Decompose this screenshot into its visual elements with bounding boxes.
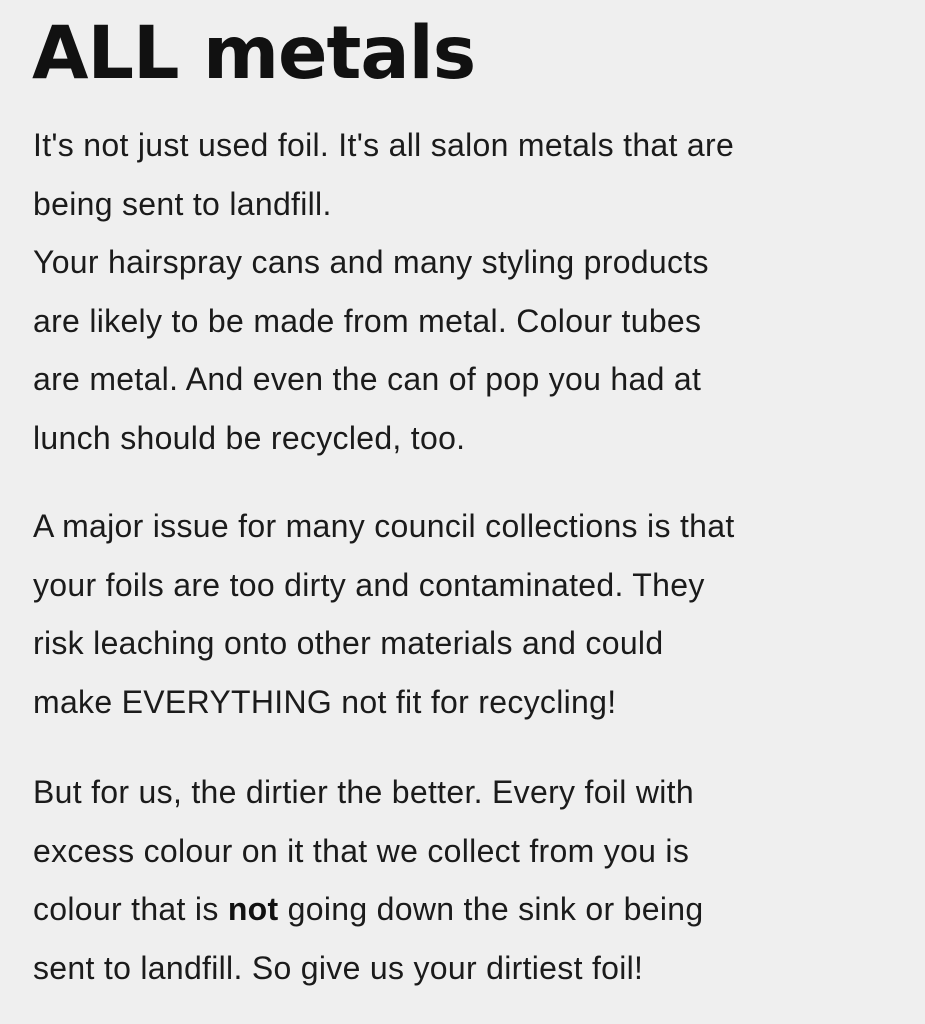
paragraph-line: sent to landfill. So give us your dirtiest foil! — [33, 949, 644, 986]
paragraph-dirtier-the-better — [33, 763, 703, 997]
paragraph-council-collections — [33, 497, 735, 731]
emphasis-not: not — [227, 891, 279, 927]
paragraph-line — [33, 880, 703, 939]
paragraph-line: are metal. And even the can of pop you had at — [33, 361, 702, 397]
paragraph-line: excess colour on it that we collect from you is — [33, 832, 690, 869]
paragraph-all-metals — [33, 116, 734, 467]
paragraph-line: make EVERYTHING not fit for recycling! — [33, 683, 617, 720]
paragraph-line: your foils are too dirty and contaminated. They — [33, 566, 705, 603]
line-text-after-emphasis: going down the sink or being — [278, 891, 704, 927]
line-text-before-emphasis: colour that is — [33, 891, 228, 927]
paragraph-line: are likely to be made from metal. Colour tubes — [33, 302, 702, 339]
paragraph-line: risk leaching onto other materials and could — [33, 625, 664, 661]
paragraph-line: being sent to landfill. — [33, 185, 332, 222]
paragraph-line: But for us, the dirtier the better. Every foil with — [33, 774, 694, 810]
paragraph-line: Your hairspray cans and many styling products — [33, 244, 709, 280]
paragraph-line: lunch should be recycled, too. — [33, 419, 466, 456]
page-title: ALL metals — [32, 11, 476, 96]
paragraph-line: A major issue for many council collections is that — [33, 508, 735, 544]
paragraph-line: It's not just used foil. It's all salon metals that are — [33, 127, 735, 163]
